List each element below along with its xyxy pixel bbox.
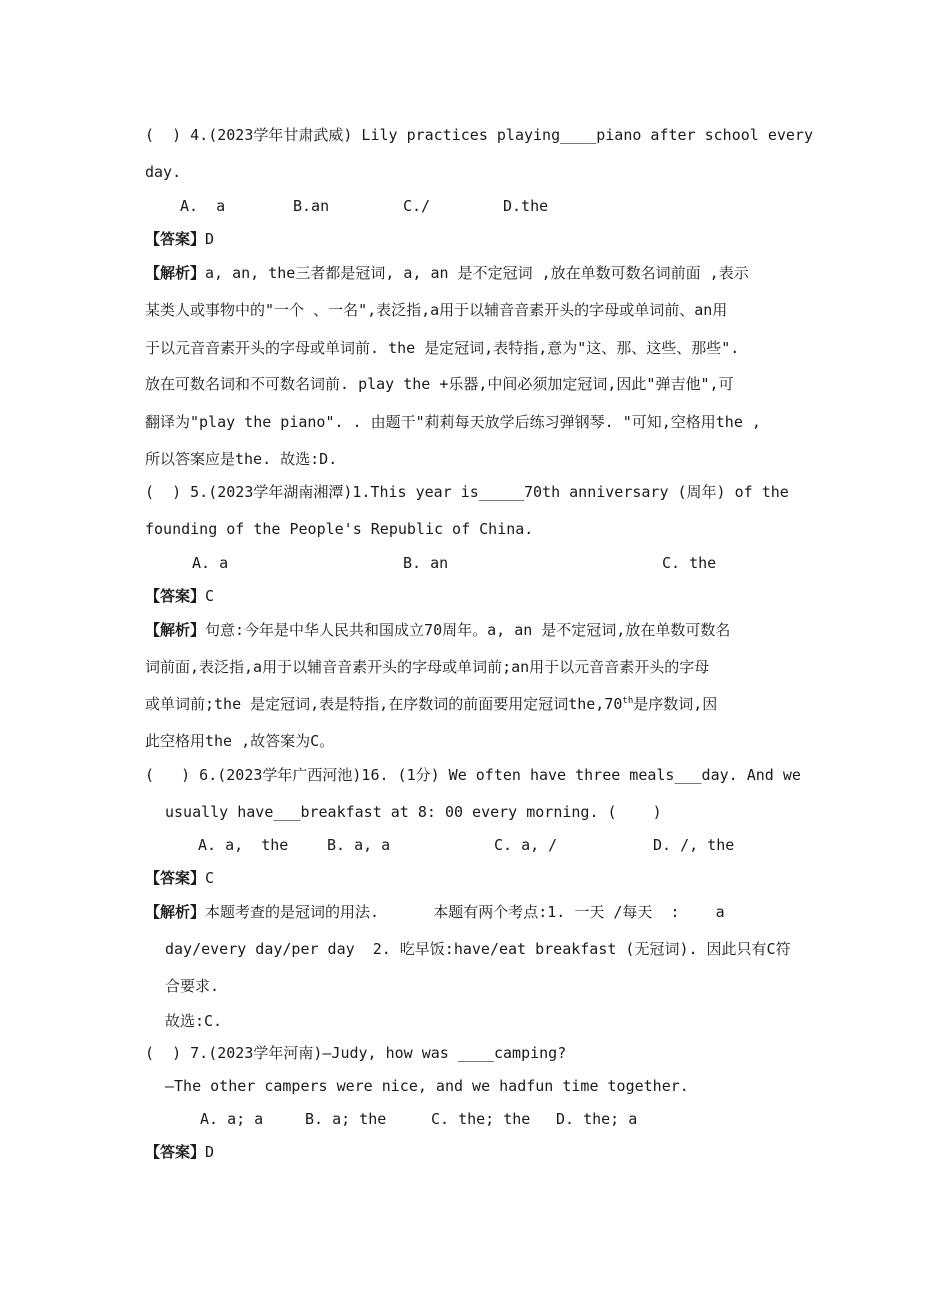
q4-analysis-line-6: 所以答案应是the. 故选:D. [145,450,338,468]
ordinal-suffix: th [622,696,634,706]
q4-analysis-line-1 [145,262,749,284]
q4-analysis-line-5: 翻译为"play the piano". . 由题干"莉莉每天放学后练习弹钢琴. "可知,空格用the , [145,413,761,431]
q7-option-d: D. the; a [556,1110,638,1128]
q6-option-a: A. a, the [198,836,289,854]
answer-tag: 【答案】 [145,230,206,248]
analysis-text: a, an, the三者都是冠词, a, an 是不定冠词 ,放在单数可数名词前面 ,表示 [205,264,749,282]
q5-option-a: A. a [192,554,229,572]
analysis-text: 句意:今年是中华人民共和国成立70周年。a, an 是不定冠词,放在单数可数名 [205,621,731,639]
answer-tag: 【答案】 [145,1143,206,1161]
analysis-text: 或单词前;the 是定冠词,表是特指,在序数词的前面要用定冠词the,70 [145,695,623,713]
q6-option-b: B. a, a [327,836,391,854]
q6-analysis-line-1 [145,901,725,923]
q6-analysis-line-2: day/every day/per day 2. 吃早饭:have/eat breakfast (无冠词). 因此只有C符 [165,940,791,958]
q4-analysis-line-2: 某类人或事物中的"一个 、一名",表泛指,a用于以辅音音素开头的字母或单词前、an用 [145,301,728,319]
q4-stem-line-2: day. [145,163,182,181]
q4-analysis-line-4: 放在可数名词和不可数名词前. play the +乐器,中间必须加定冠词,因此"弹吉他",可 [145,375,734,393]
q4-answer [145,228,214,250]
q6-analysis-line-3: 合要求. [165,977,220,995]
q5-analysis-line-1 [145,619,730,641]
q6-option-d: D. /, the [653,836,735,854]
q5-stem-line-1: ( ) 5.(2023学年湖南湘潭)1.This year is_____70th anniversary (周年) of the [145,483,789,501]
q4-option-a: A. a [180,197,226,215]
analysis-tag: 【解析】 [145,903,206,921]
q5-stem-line-2: founding of the People's Republic of China. [145,520,534,538]
q7-answer [145,1141,214,1163]
q7-option-c: C. the; the [431,1110,531,1128]
answer-value: D [205,1143,215,1161]
q6-option-c: C. a, / [494,836,558,854]
analysis-tag: 【解析】 [145,264,206,282]
q4-option-d: D.the [503,197,549,215]
q4-analysis-line-3: 于以元音音素开头的字母或单词前. the 是定冠词,表特指,意为"这、那、这些、那些". [145,339,740,357]
answer-value: C [205,869,215,887]
answer-tag: 【答案】 [145,587,206,605]
analysis-tag: 【解析】 [145,621,206,639]
answer-tag: 【答案】 [145,869,206,887]
q5-analysis-line-3 [145,693,717,715]
q4-option-c: C./ [403,197,431,215]
q7-stem-line-2: —The other campers were nice, and we hadfun time together. [165,1077,689,1095]
q5-option-c: C. the [662,554,717,572]
q4-option-b: B.an [293,197,330,215]
q6-analysis-line-4: 故选:C. [165,1012,223,1030]
q7-option-b: B. a; the [305,1110,387,1128]
q7-stem-line-1: ( ) 7.(2023学年河南)—Judy, how was ____camping? [145,1044,567,1062]
q5-option-b: B. an [403,554,449,572]
analysis-text: 是序数词,因 [633,695,718,713]
q7-option-a: A. a; a [200,1110,264,1128]
q6-answer [145,867,214,889]
q4-stem-line-1: ( ) 4.(2023学年甘肃武威) Lily practices playing____piano after school every [145,126,813,144]
q6-stem-line-1: ( ) 6.(2023学年广西河池)16. (1分) We often have three meals___day. And we [145,766,801,784]
answer-value: D [205,230,215,248]
q6-stem-line-2: usually have___breakfast at 8: 00 every morning. ( ) [165,803,662,821]
q5-analysis-line-2: 词前面,表泛指,a用于以辅音音素开头的字母或单词前;an用于以元音音素开头的字母 [145,658,710,676]
answer-value: C [205,587,215,605]
q5-answer [145,585,214,607]
analysis-text: 本题考查的是冠词的用法. 本题有两个考点:1. 一天 /每天 : a [205,903,725,921]
q5-analysis-line-4: 此空格用the ,故答案为C。 [145,732,335,750]
